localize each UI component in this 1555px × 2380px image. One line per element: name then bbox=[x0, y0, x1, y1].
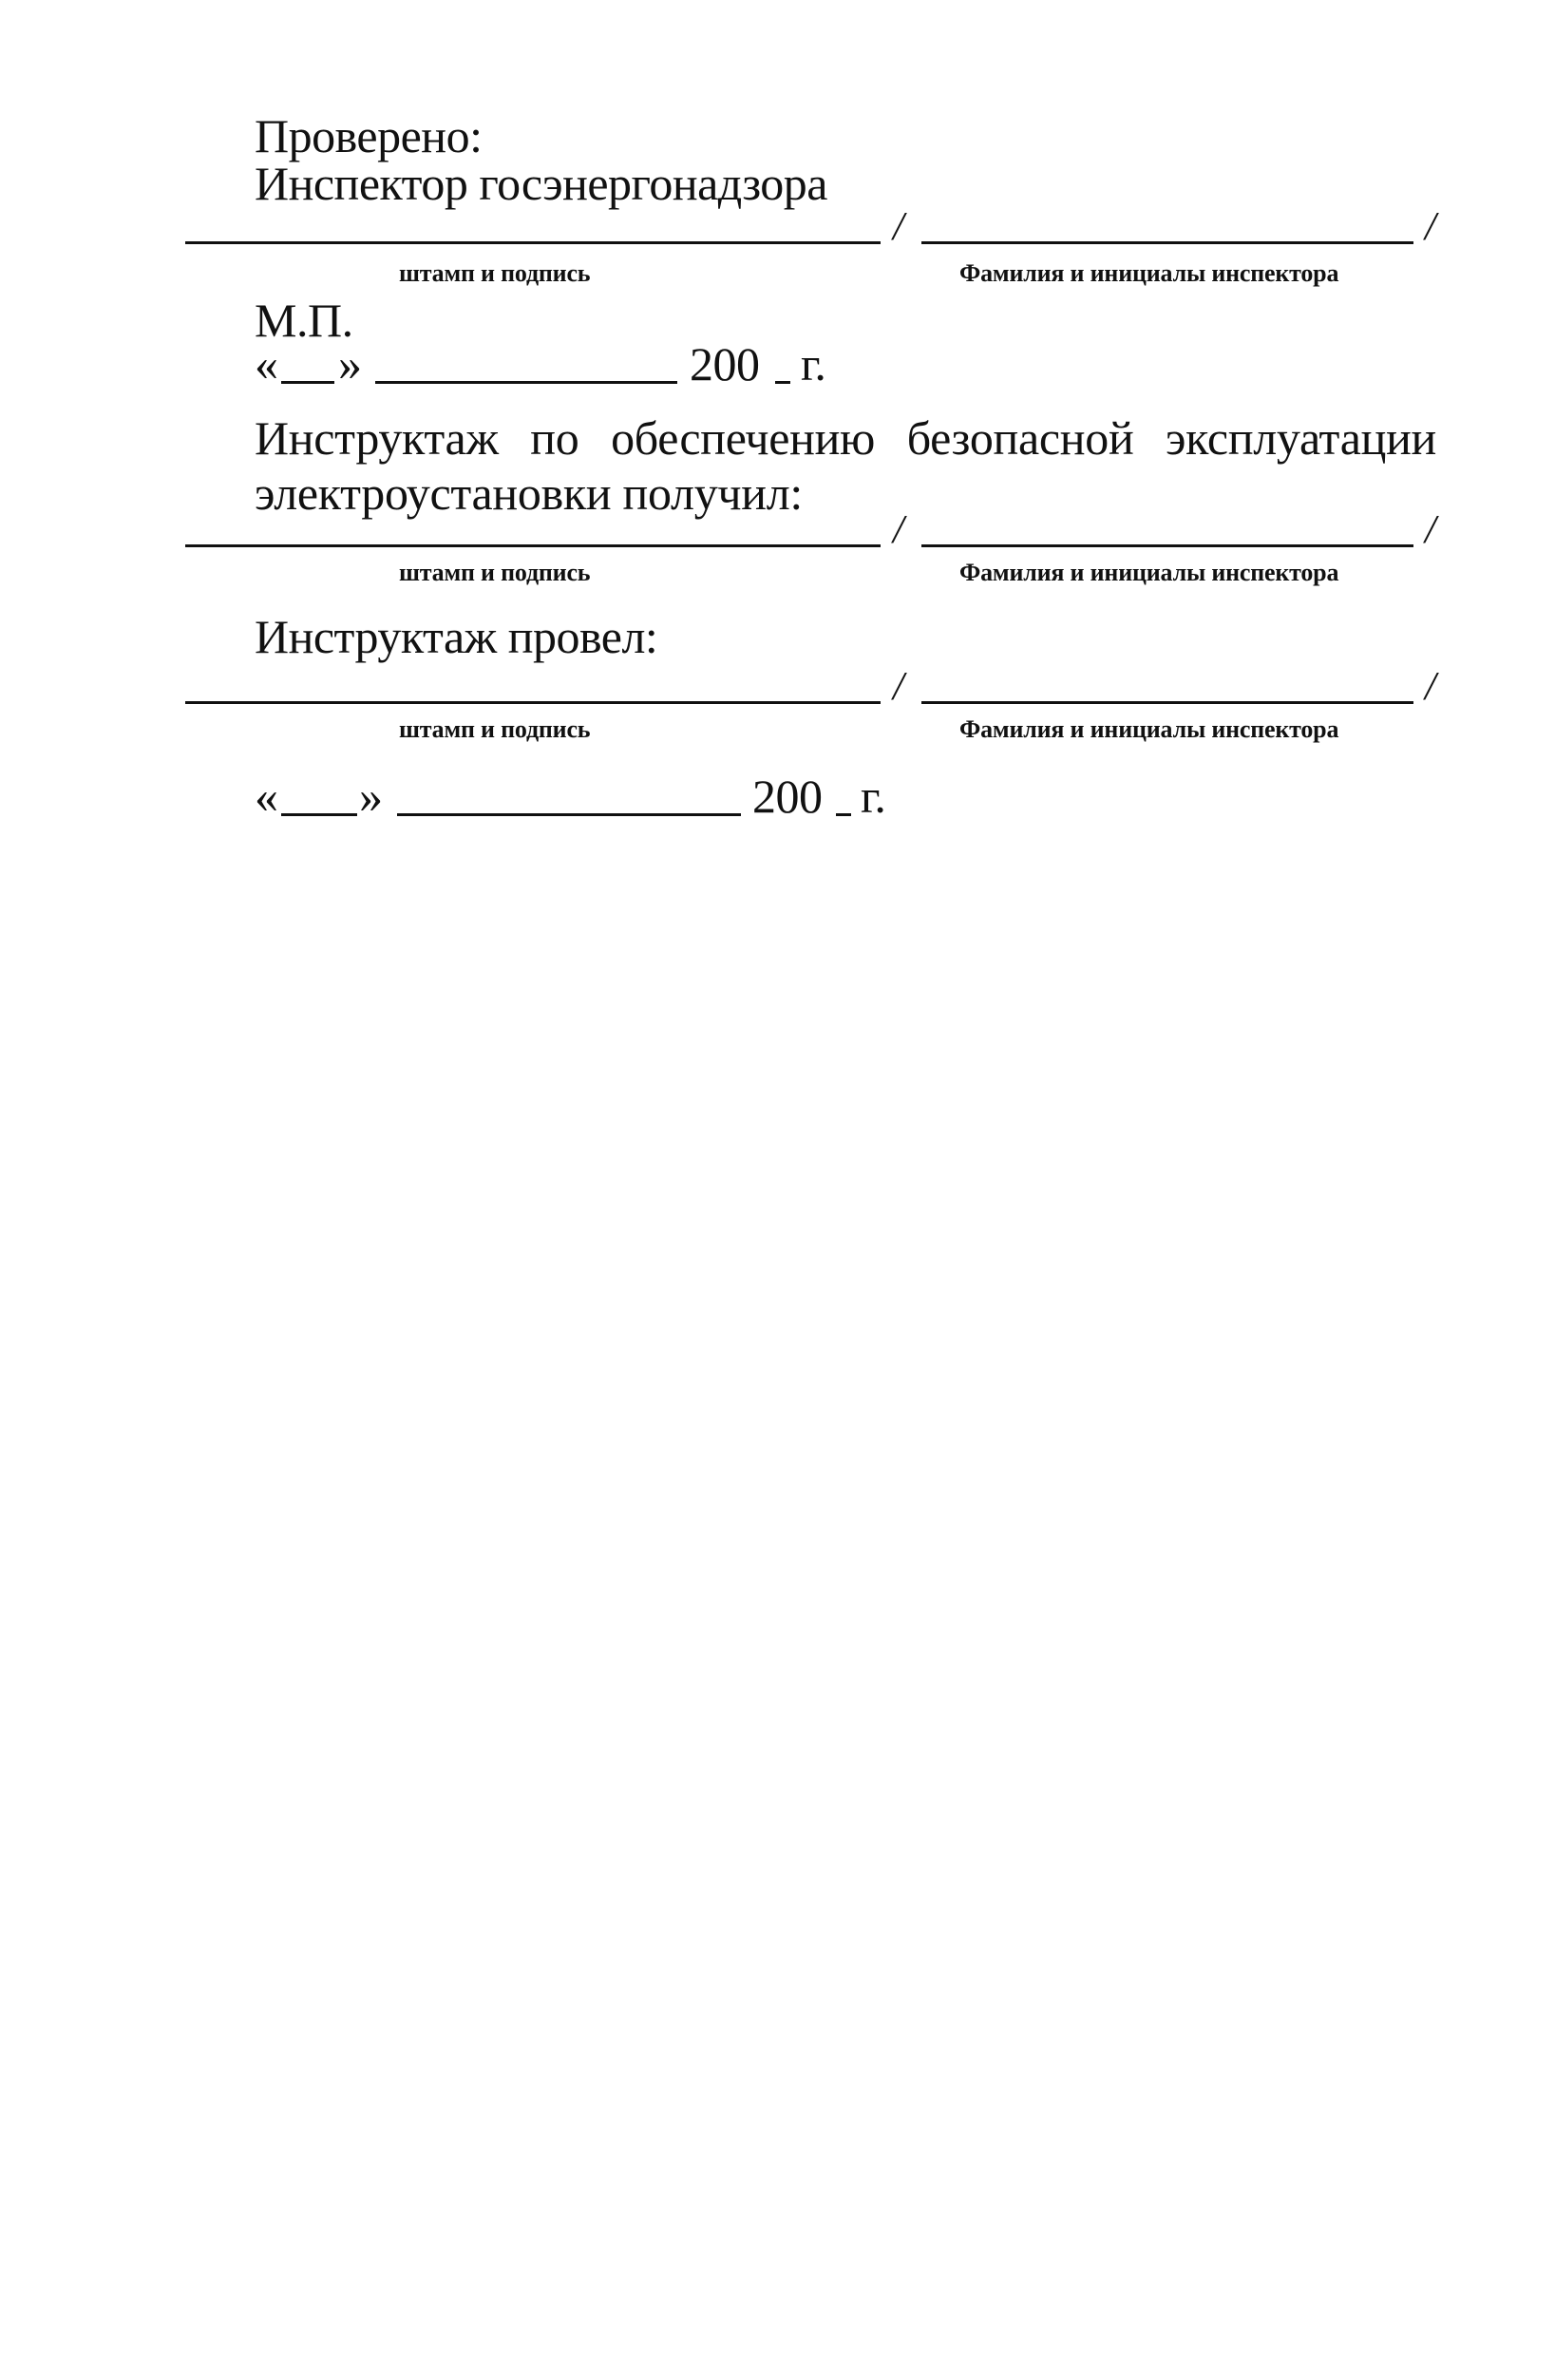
inspector-title: Инспектор госэнергонадзора bbox=[255, 157, 827, 210]
stamp-signature-line[interactable] bbox=[185, 701, 881, 704]
open-quote: « bbox=[255, 337, 278, 390]
inspector-name-caption: Фамилия и инициалы инспектора bbox=[959, 559, 1339, 586]
stamp-signature-caption: штамп и подпись bbox=[399, 715, 591, 743]
end-slash: / bbox=[1425, 665, 1436, 709]
briefing-conducted-text: Инструктаж провел: bbox=[255, 610, 658, 663]
year-digit-line[interactable] bbox=[775, 381, 790, 384]
open-quote: « bbox=[255, 770, 278, 823]
separator-slash: / bbox=[893, 508, 904, 552]
month-line[interactable] bbox=[375, 381, 677, 384]
stamp-signature-caption: штамп и подпись bbox=[399, 259, 591, 287]
briefing-received-text: Инструктаж по обеспечению безопасной эксплуатации электроустановки получил: bbox=[255, 411, 1436, 520]
year-suffix: г. bbox=[861, 770, 886, 823]
month-line[interactable] bbox=[397, 813, 741, 816]
year-text: 200 bbox=[752, 770, 823, 823]
year-digit-line[interactable] bbox=[836, 813, 851, 816]
stamp-signature-line[interactable] bbox=[185, 544, 881, 547]
day-line[interactable] bbox=[281, 381, 334, 384]
separator-slash: / bbox=[893, 205, 904, 249]
day-line[interactable] bbox=[281, 813, 357, 816]
checked-label: Проверено: bbox=[255, 109, 483, 162]
close-quote: » bbox=[359, 770, 383, 823]
end-slash: / bbox=[1425, 508, 1436, 552]
inspector-name-line[interactable] bbox=[921, 701, 1413, 704]
inspector-name-caption: Фамилия и инициалы инспектора bbox=[959, 715, 1339, 743]
inspector-name-line[interactable] bbox=[921, 544, 1413, 547]
end-slash: / bbox=[1425, 205, 1436, 249]
stamp-signature-caption: штамп и подпись bbox=[399, 559, 591, 586]
inspector-name-caption: Фамилия и инициалы инспектора bbox=[959, 259, 1339, 287]
stamp-signature-line[interactable] bbox=[185, 241, 881, 244]
separator-slash: / bbox=[893, 665, 904, 709]
inspector-name-line[interactable] bbox=[921, 241, 1413, 244]
close-quote: » bbox=[338, 337, 362, 390]
year-suffix: г. bbox=[801, 337, 826, 390]
year-text: 200 bbox=[690, 337, 760, 390]
stamp-place-label: М.П. bbox=[255, 294, 353, 347]
